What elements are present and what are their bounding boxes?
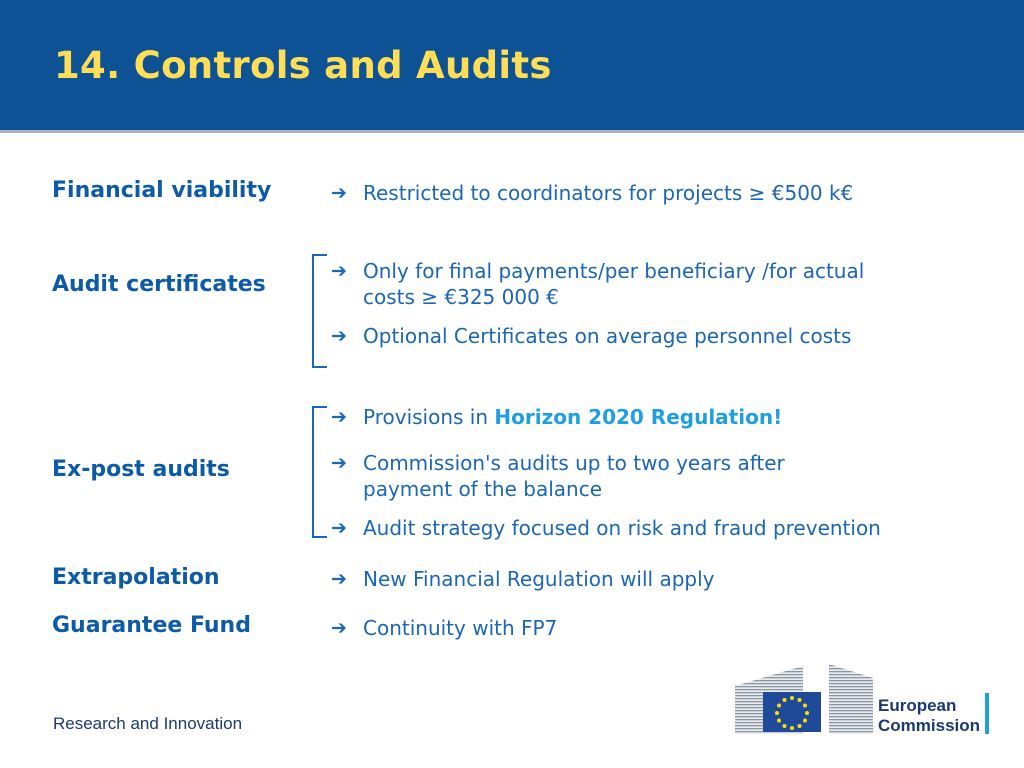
label-guarantee-fund: Guarantee Fund xyxy=(52,613,251,638)
item-extrapolation-1: ➔ New Financial Regulation will apply xyxy=(331,567,715,591)
logo-text-european: European xyxy=(878,696,957,715)
logo-accent-bar xyxy=(985,693,989,734)
arrow-right-icon: ➔ xyxy=(331,182,347,204)
highlight-regulation: Horizon 2020 Regulation! xyxy=(494,405,783,429)
arrow-right-icon: ➔ xyxy=(331,325,347,347)
logo-text-commission: Commission xyxy=(878,716,981,735)
item-audit-certificates-2: ➔ Optional Certificates on average personnel costs xyxy=(331,324,852,348)
arrow-right-icon: ➔ xyxy=(331,568,347,590)
european-commission-logo xyxy=(735,662,995,742)
item-audit-certificates-1: ➔ Only for final payments/per beneficiary /for actual costs ≥ €325 000 € xyxy=(331,259,865,309)
label-financial-viability: Financial viability xyxy=(52,178,272,203)
commission-building-icon xyxy=(735,662,875,742)
label-audit-certificates: Audit certificates xyxy=(52,272,266,297)
bracket-ex-post-audits xyxy=(312,406,327,538)
footer-research-innovation: Research and Innovation xyxy=(53,714,243,733)
item-ex-post-audits-3: ➔ Audit strategy focused on risk and fraud prevention xyxy=(331,516,881,540)
item-ex-post-audits-1: ➔ Provisions in Horizon 2020 Regulation! xyxy=(331,405,783,429)
item-financial-viability-1: ➔ Restricted to coordinators for projects ≥ €500 k€ xyxy=(331,181,854,205)
item-guarantee-fund-1: ➔ Continuity with FP7 xyxy=(331,616,558,640)
label-ex-post-audits: Ex-post audits xyxy=(52,457,230,482)
arrow-right-icon: ➔ xyxy=(331,260,347,282)
item-ex-post-audits-2: ➔ Commission's audits up to two years after payment of the balance xyxy=(331,451,785,501)
arrow-right-icon: ➔ xyxy=(331,517,347,539)
arrow-right-icon: ➔ xyxy=(331,617,347,639)
bracket-audit-certificates xyxy=(312,254,327,368)
page-title: 14. Controls and Audits xyxy=(54,44,552,87)
label-extrapolation: Extrapolation xyxy=(52,565,220,590)
slide-header xyxy=(0,0,1024,133)
arrow-right-icon: ➔ xyxy=(331,406,347,428)
arrow-right-icon: ➔ xyxy=(331,452,347,474)
